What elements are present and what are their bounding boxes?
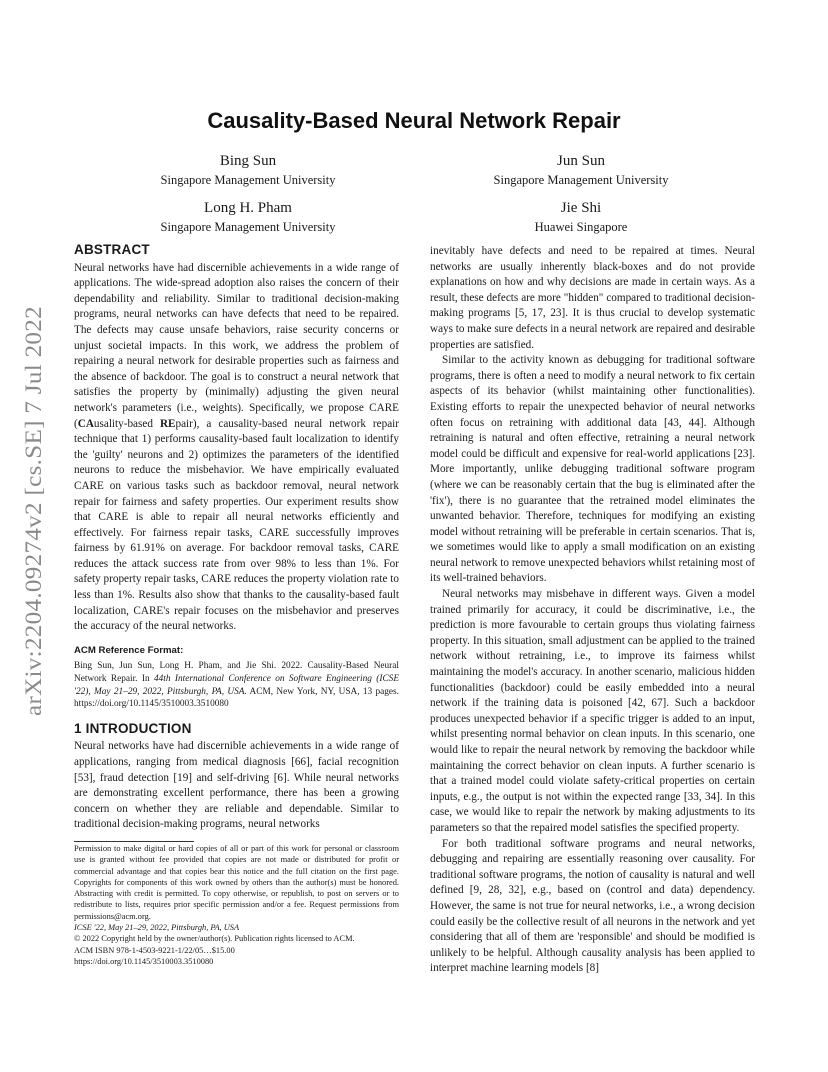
- intro-paragraph-1: Neural networks have had discernible achievements in a wide range of applications, ranging from medical diagnosis [66], facial recognition [53], fraud detection [19] and self-driving [6]. While neural networks are demonstrating excellent performance, there has been a growing concern on whether they are reliable and dependable. Similar to traditional decision-making programs, neural networks: [74, 740, 399, 831]
- author-name: Jun Sun: [557, 153, 605, 169]
- right-column: [430, 244, 755, 977]
- arxiv-stamp-text: arXiv:2204.09274v2 [cs.SE] 7 Jul 2022: [21, 339, 46, 716]
- left-column: [74, 242, 399, 833]
- acm-reference: [74, 643, 399, 711]
- footnote-rule: [74, 841, 194, 842]
- intro-paragraph-4: For both traditional software programs and neural networks, debugging and repairing are essentially reasoning over causality. For traditional software programs, the notion of causality is natural and well defined [9, 28, 32], e.g., based on (control and data) dependency. However, the same is not true for neural networks, i.e., a wrong decision could easily be the collective result of all neurons in the network and yet considering that all of them are 'responsible' and should be modified is unlikely to be helpful. Although causality analysis has been applied to interpret machine learning models [8]: [430, 837, 755, 975]
- doi-line: https://doi.org/10.1145/3510003.3510080: [74, 956, 214, 966]
- intro-paragraph-continued: inevitably have defects and need to be repaired at times. Neural networks are usually inherently black-boxes and do not provide explanations on how and why decisions are made in certain ways. As a result, these defects are more "hidden" compared to traditional decision-making programs [5, 17, 23]. It is thus crucial to develop systematic ways to make sure defects in a neural network are repaired and desirable properties are satisfied.: [430, 245, 755, 351]
- copyright-line: © 2022 Copyright held by the owner/author(s). Publication rights licensed to ACM.: [74, 934, 355, 944]
- author-affiliation: Singapore Management University: [493, 173, 669, 187]
- author-name: Jie Shi: [560, 200, 602, 216]
- intro-paragraph-3: Neural networks may misbehave in different ways. Given a model trained primarily for accuracy, it could be discriminative, i.e., the prediction is more favourable to certain groups thus violating fairness property. In this situation, small adjustment can be applied to the trained network without retraining, i.e., to improve its fairness whilst maintaining the model's accuracy. In another scenario, malicious hidden functionalities (backdoor) could be easily embedded into a neural network if the training data is poisoned [42, 67]. Such a backdoor produces unexpected behavior if a specific trigger is added to an input, whilst presenting normal behavior on clean inputs. In this scenario, one would like to repair the neural network by removing the backdoor while maintaining the correct behavior on clean inputs. A further scenario is that a trained model could violate safety-critical properties on certain inputs, e.g., the output is not within the expected range [33, 34]. In this case, we would like to repair the network by making adjustments to its parameters so that the repaired model satisfies the specified property.: [430, 588, 755, 834]
- author-block-4: [431, 199, 731, 236]
- acm-reference-text: Bing Sun, Jun Sun, Long H. Pham, and Jie Shi. 2022. Causality-Based Neural Network Repair. In 44th International Conference on Software Engineering (ICSE '22), May 21–29, 2022, Pittsburgh, PA, USA. ACM, New York, NY, USA, 13 pages. https://doi.org/10.1145/3510003.3510080: [74, 661, 399, 710]
- footnote: [74, 843, 399, 967]
- author-affiliation: Huawei Singapore: [534, 220, 628, 234]
- intro-paragraph-2: Similar to the activity known as debugging for traditional software programs, there is often a need to modify a neural network to fix certain aspects of its behavior (whilst maintaining other functionalities). Existing efforts to repair the unexpected behavior of neural networks often focus on retraining with additional data [43, 44]. Although retraining is natural and often effective, retraining a neural network model could be difficult and expensive for real-world applications [23]. More importantly, unlike debugging traditional software program (where we can be reasonably certain that the bug is eliminated after the 'fix'), there is no guarantee that the retrained model eliminates the unwanted behavior. Therefore, techniques for modifying an existing model without retraining will be preferable in certain scenarios. That is, we sometimes would like to apply a small modification on an existing neural network to remove unexpected behaviors whilst retaining most of its well-trained behaviors.: [430, 354, 755, 585]
- author-block-3: [98, 199, 398, 236]
- introduction-heading: 1 INTRODUCTION: [74, 720, 192, 736]
- author-affiliation: Singapore Management University: [160, 173, 336, 187]
- author-block-2: [431, 152, 731, 189]
- acm-reference-heading: ACM Reference Format:: [74, 644, 184, 656]
- permission-notice: Permission to make digital or hard copies of all or part of this work for personal or classroom use is granted without fee provided that copies are not made or distributed for profit or commercial advantage and that copies bear this notice and the full citation on the first page. Copyrights for components of this work owned by others than the author(s) must be honored. Abstracting with credit is permitted. To copy otherwise, or republish, to post on servers or to redistribute to lists, requires prior specific permission and/or a fee. Request permissions from permissions@acm.org.: [74, 844, 399, 921]
- conference-line: ICSE '22, May 21–29, 2022, Pittsburgh, PA, USA: [74, 923, 240, 933]
- paper-title: Causality-Based Neural Network Repair: [207, 108, 621, 133]
- author-affiliation: Singapore Management University: [160, 220, 336, 234]
- author-name: Bing Sun: [219, 153, 277, 169]
- isbn-line: ACM ISBN 978-1-4503-9221-1/22/05…$15.00: [74, 945, 235, 955]
- author-name: Long H. Pham: [204, 200, 292, 216]
- arxiv-stamp: [14, 300, 48, 720]
- abstract-text: Neural networks have had discernible achievements in a wide range of applications. The wide-spread adoption also raises the concern of their dependability and reliability. Similar to traditional decision-making programs, neural networks can have defects that need to be repaired. The defects may cause unsafe behaviors, raise security concerns or unjust societal impacts. In this work, we address the problem of repairing a neural network for desirable properties such as fairness and the absence of backdoor. The goal is to construct a neural network that satisfies the property by (minimally) adjusting the given neural network's parameters (i.e., weights). Specifically, we propose CARE (CAusality-based REpair), a causality-based neural network repair technique that 1) performs causality-based fault localization to identify the 'guilty' neurons and 2) optimizes the parameters of the identified neurons to reduce the misbehavior. We have empirically evaluated CARE on various tasks such as backdoor removal, neural network repair for fairness and safety properties. Our experiment results show that CARE is able to repair all neural networks efficiently and effectively. For fairness repair tasks, CARE successfully improves fairness by 61.91% on average. For backdoor removal tasks, CARE reduces the attack success rate from over 98% to less than 1%. For safety property repair tasks, CARE reduces the property violation rate to less than 1%. Results also show that thanks to the causality-based fault localization, CARE's repair focuses on the misbehavior and preserves the accuracy of the neural networks.: [74, 261, 399, 633]
- author-block-1: [98, 152, 398, 189]
- abstract-heading: ABSTRACT: [74, 242, 150, 257]
